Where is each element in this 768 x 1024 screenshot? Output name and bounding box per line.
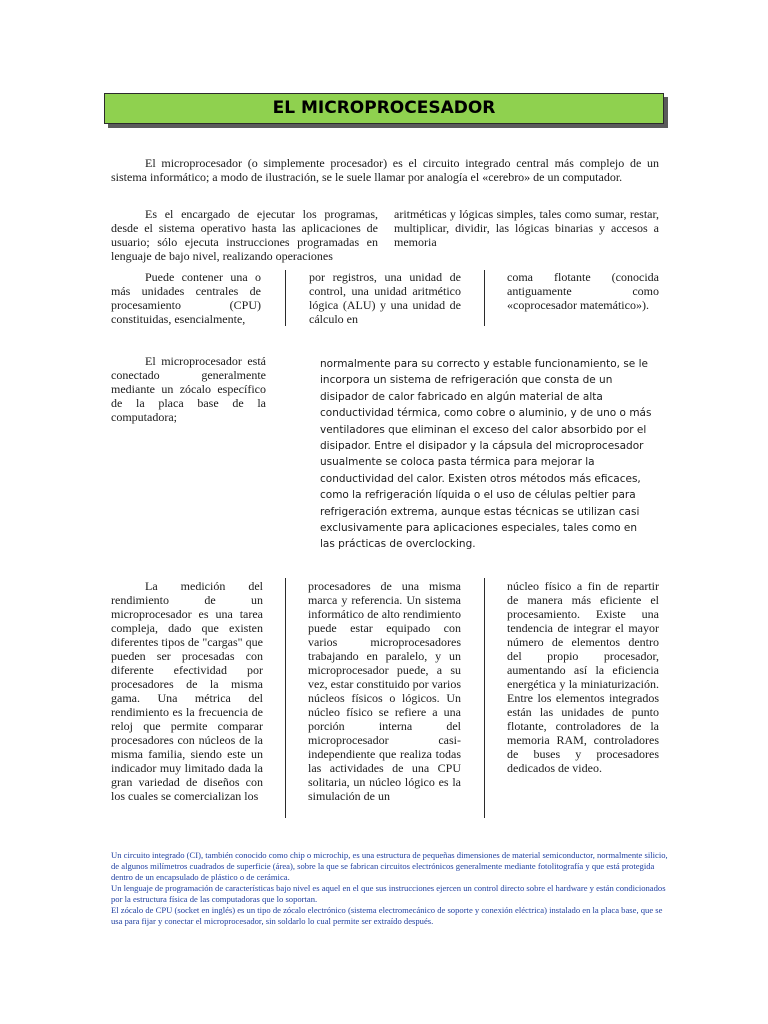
sec2-col2: aritméticas y lógicas simples, tales como sumar, restar, multiplicar, dividir, las lógicas binarias y accesos a memoria <box>394 207 659 249</box>
footnote-lenguaje: Un lenguaje de programación de características bajo nivel es aquel en el que sus instrucciones ejercen un control directo sobre el hardware y están condicionados por la estructura física de las computadoras que lo soportan. <box>111 883 666 904</box>
sec3-col1: Puede contener una o más unidades centrales de procesamiento (CPU) constituidas, esencialmente, <box>111 270 261 326</box>
sec5-col3: núcleo físico a fin de repartir de manera más eficiente el procesamiento. Existe una tendencia de integrar el mayor número de elementos dentro del propio procesador, aumentando así la eficiencia energética y la miniaturización. Entre los elementos integrados están las unidades de punto flotante, controladores de la memoria RAM, controladores de buses y procesadores dedicados de video. <box>507 579 659 775</box>
footnotes <box>111 850 671 927</box>
sec3-col2: por registros, una unidad de control, una unidad aritmético lógica (ALU) y una unidad de cálculo en <box>309 270 461 326</box>
page-title: EL MICROPROCESADOR <box>104 93 664 124</box>
sec2-col1: Es el encargado de ejecutar los programas, desde el sistema operativo hasta las aplicaciones de usuario; sólo ejecuta instrucciones programadas en lenguaje de bajo nivel, realizando operaciones <box>111 207 378 263</box>
intro-paragraph: El microprocesador (o simplemente procesador) es el circuito integrado central más complejo de un sistema informático; a modo de ilustración, se le suele llamar por analogía el «cerebro» de un computador. <box>111 156 659 184</box>
footnote-zocalo: El zócalo de CPU (socket en inglés) es un tipo de zócalo electrónico (sistema electromecánico de soporte y conexión eléctrica) instalado en la placa base, que se usa para fijar y conectar el microprocesador, sin soldarlo lo cual permite ser extraído después. <box>111 905 663 926</box>
footnote-circuito: Un circuito integrado (CI), también conocido como chip o microchip, es una estructura de pequeñas dimensiones de material semiconductor, normalmente silicio, de algunos milímetros cuadrados de superficie (área), sobre la que se fabrican circuitos electrónicos generalmente mediante fotolitografía y que está protegida dentro de un encapsulado de plástico o de cerámica. <box>111 850 668 882</box>
sec4-col2: normalmente para su correcto y estable funcionamiento, se le incorpora un sistema de refrigeración que consta de un disipador de calor fabricado en algún material de alta conductividad térmica, como cobre o aluminio, y de uno o más ventiladores que eliminan el exceso del calor absorbido por el disipador. Entre el disipador y la cápsula del microprocesador usualmente se coloca pasta térmica para mejorar la conductividad del calor. Existen otros métodos más eficaces, como la refrigeración líquida o el uso de células peltier para refrigeración extrema, aunque estas técnicas se utilizan casi exclusivamente para aplicaciones especiales, tales como en las prácticas de overclocking. <box>320 358 652 551</box>
sec3-col3: coma flotante (conocida antiguamente como «coprocesador matemático»). <box>507 270 659 312</box>
sec5-col2: procesadores de una misma marca y referencia. Un sistema informático de alto rendimiento puede estar equipado con varios microprocesadores trabajando en paralelo, y un microprocesador puede, a su vez, estar constituido por varios núcleos físicos o lógicos. Un núcleo físico se refiere a una porción interna del microprocesador casi-independiente que realiza todas las actividades de una CPU solitaria, un núcleo lógico es la simulación de un <box>308 579 461 803</box>
sec4-col1: El microprocesador está conectado generalmente mediante un zócalo específico de la placa base de la computadora; <box>111 354 266 424</box>
column-divider <box>285 270 286 326</box>
column-divider <box>484 270 485 326</box>
column-divider <box>285 578 286 818</box>
column-divider <box>484 578 485 818</box>
sec5-col1: La medición del rendimiento de un microprocesador es una tarea compleja, dado que existen diferentes tipos de "cargas" que pueden ser procesadas con diferente efectividad por procesadores de la misma gama. Una métrica del rendimiento es la frecuencia de reloj que permite comparar procesadores con núcleos de la misma familia, siendo este un indicador muy limitado dada la gran variedad de diseños con los cuales se comercializan los <box>111 579 263 803</box>
